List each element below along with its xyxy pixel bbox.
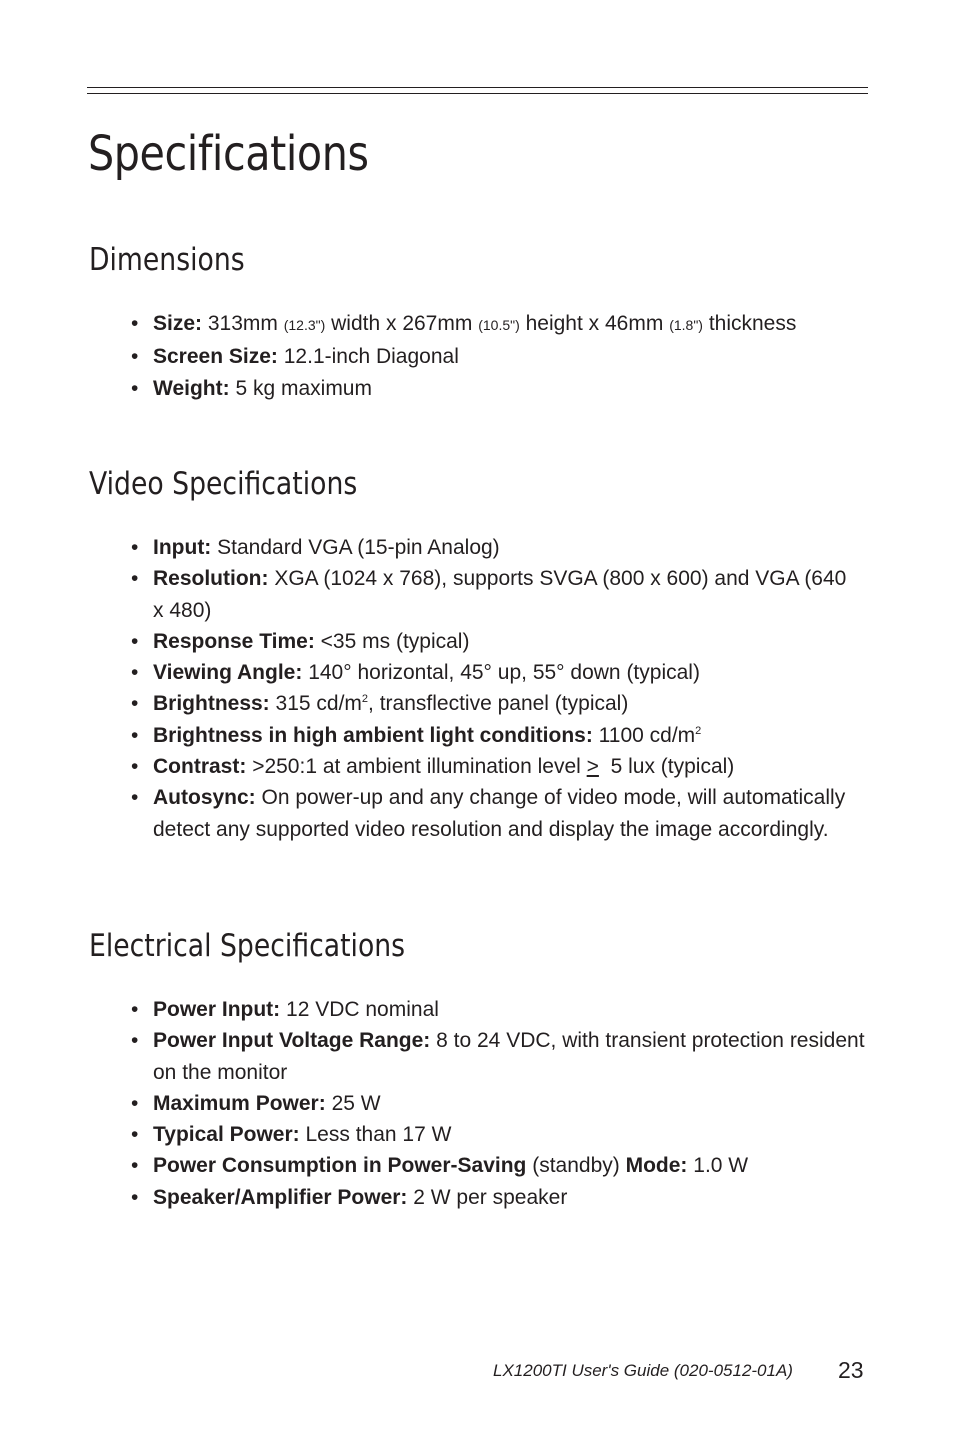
list-item [131,626,853,657]
electrical-heading: Electrical Specifications [89,928,406,964]
bullet-icon: • [131,567,139,591]
speaker-power-value: 2 W per speaker [413,1185,568,1209]
list-item [131,563,853,626]
response-time-label: Response Time: [153,629,315,653]
size-thick-word: thickness [708,312,797,335]
list-item [131,782,853,845]
list-item [131,994,873,1025]
video-heading: Video Specifications [89,466,358,502]
list-item [131,1119,873,1150]
footer-guide-title: LX1200TI User's Guide (020-0512-01A) [493,1361,793,1380]
input-label: Input: [153,536,212,559]
brightness-high-label: Brightness in high ambient light conditions: [153,723,593,747]
bullet-icon: • [131,755,139,779]
speaker-power-label: Speaker/Amplifier Power: [153,1185,408,1209]
bullet-icon: • [131,1091,139,1115]
bullet-icon: • [131,661,139,685]
list-item [131,1025,873,1088]
video-list [131,532,853,845]
list-item [131,1150,873,1181]
list-item [131,657,853,688]
dimensions-list [131,308,873,404]
list-item [131,1182,873,1213]
bullet-icon: • [131,998,139,1021]
contrast-value-post: 5 lux (typical) [610,755,735,779]
bullet-icon: • [131,692,139,716]
top-rule-secondary [87,93,868,94]
bullet-icon: • [131,1185,139,1209]
bullet-icon: • [131,1123,139,1147]
size-height-mm: 267mm [402,312,473,335]
input-value: Standard VGA (15-pin Analog) [217,536,500,559]
power-input-value: 12 VDC nominal [286,998,439,1021]
list-item [131,1088,873,1119]
bullet-icon: • [131,345,139,369]
size-width-in: (12.3") [283,317,326,333]
list-item [131,308,873,341]
autosync-label: Autosync: [153,786,256,810]
voltage-range-label: Power Input Voltage Range: [153,1029,431,1053]
list-item [131,720,853,751]
power-saving-mode-label: Mode: [625,1154,688,1178]
size-height-word: height x [525,312,600,335]
screen-size-label: Screen Size: [153,345,278,369]
standby-note: (standby) [532,1154,620,1178]
viewing-angle-label: Viewing Angle: [153,661,303,685]
response-time-value: <35 ms (typical) [320,629,470,653]
brightness-high-superscript: 2 [695,724,702,737]
resolution-label: Resolution: [153,567,269,591]
size-height-in: (10.5") [478,317,520,333]
contrast-value: >250:1 at ambient illumination level [252,755,581,779]
power-saving-label: Power Consumption in Power-Saving [153,1154,527,1178]
size-width-mm: 313mm [207,312,278,335]
top-rule [87,87,868,88]
brightness-value-post: , transflective panel (typical) [368,692,629,716]
contrast-label: Contrast: [153,755,247,779]
list-item [131,532,853,563]
bullet-icon: • [131,312,139,335]
viewing-angle-value: 140° horizontal, 45° up, 55° down (typical) [308,661,700,685]
bullet-icon: • [131,629,139,653]
size-width-word: width x [331,312,397,335]
page-number: 23 [838,1357,864,1383]
size-thick-mm: 46mm [605,312,664,335]
brightness-label: Brightness: [153,692,270,716]
bullet-icon: • [131,723,139,747]
bullet-icon: • [131,786,139,810]
size-thick-in: (1.8") [669,317,703,333]
power-saving-value: 1.0 W [693,1154,749,1178]
voltage-range-value: 8 to 24 VDC, with transient protection resident on the monitor [153,1029,865,1084]
list-item [131,688,853,719]
bullet-icon: • [131,1029,139,1053]
size-label: Size: [153,312,203,335]
resolution-value: XGA (1024 x 768), supports SVGA (800 x 600) and VGA (640 x 480) [153,567,847,622]
bullet-icon: • [131,536,139,559]
weight-label: Weight: [153,376,230,400]
greater-equal-symbol: > [586,755,599,779]
list-item [131,751,853,782]
max-power-value: 25 W [331,1091,381,1115]
typical-power-label: Typical Power: [153,1123,300,1147]
max-power-label: Maximum Power: [153,1091,326,1115]
list-item [131,341,873,372]
power-input-label: Power Input: [153,998,281,1021]
dimensions-heading: Dimensions [89,242,245,278]
bullet-icon: • [131,1154,139,1178]
page-footer [0,1357,954,1387]
brightness-superscript: 2 [361,693,369,706]
bullet-icon: • [131,376,139,400]
electrical-list [131,994,873,1213]
brightness-value: 315 cd/m [275,692,362,716]
screen-size-value: 12.1-inch Diagonal [283,345,459,369]
weight-value: 5 kg maximum [235,376,372,400]
brightness-high-value: 1100 cd/m [598,723,696,747]
typical-power-value: Less than 17 W [305,1123,452,1147]
page-title: Specifications [88,126,369,182]
list-item [131,373,873,404]
autosync-value: On power-up and any change of video mode, will automatically detect any supported video resolution and display the image accordingly. [153,786,846,841]
